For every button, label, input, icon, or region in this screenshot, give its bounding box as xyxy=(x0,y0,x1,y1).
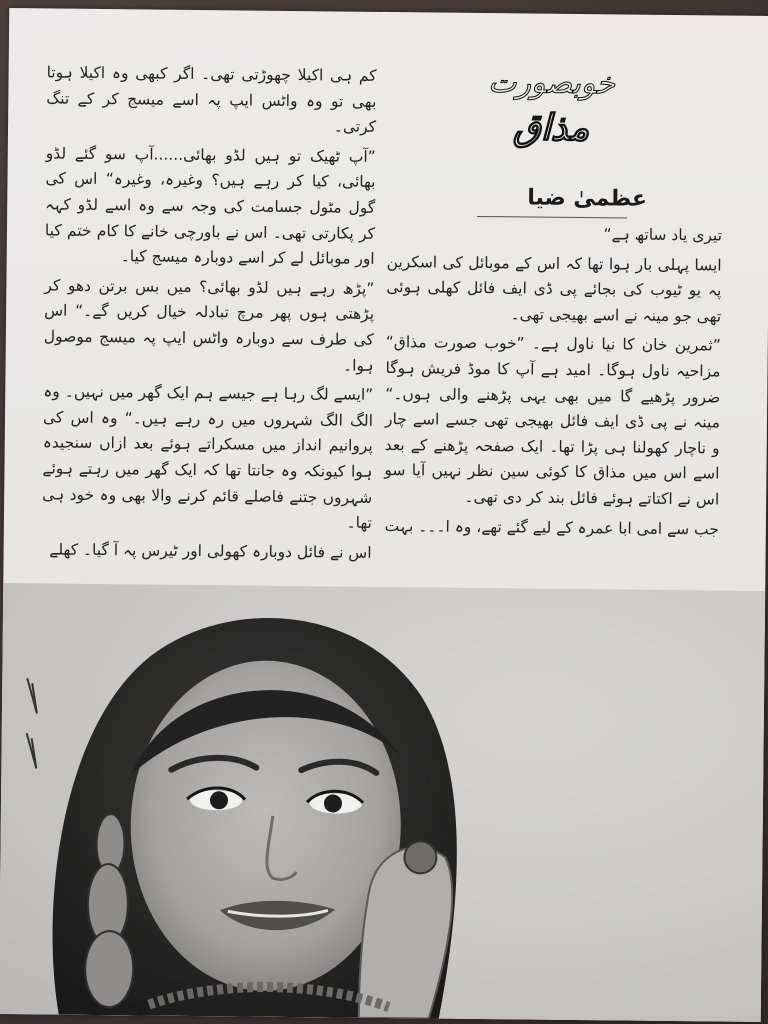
paragraph: ”ایسے لگ رہا ہے جیسے ہم ایک گھر میں نہیں۔ وہ الگ الگ شہروں میں رہ رہے ہیں۔“ وہ اس کی پروانیم انداز میں مسکراتے ہوئے بعد ازاں سنجیدہ ہوا کیونکہ وہ جانتا تھا کہ ایک گھر میں رہتے ہوئے شہروں جتنے فاصلے قائم کرنے والا بھی وہ خود ہی تھا۔ xyxy=(42,382,374,532)
title-line-2: مذاق xyxy=(512,106,590,150)
paragraph: اس نے فائل دوبارہ کھولی اور ٹیرس پہ آ گیا۔ کھلے xyxy=(49,540,372,562)
woman-portrait-image xyxy=(0,583,765,1022)
right-text-column xyxy=(384,220,722,547)
author-divider xyxy=(477,216,627,219)
title-line-1: خوبصورت xyxy=(488,65,616,102)
paragraph: جب سے امی ابا عمرہ کے لیے گئے تھے، وہ ا۔۔۔ بہت xyxy=(384,516,719,539)
paragraph: ”آپ ٹھیک تو ہیں لڈو بھائی......آپ سو گئے لڈو بھائی، کیا کر رہے ہیں؟ وغیرہ، وغیرہ“ اس کی گول مٹول جسامت کی وجہ سے وہ اسے لڈو کہہ کر پکارتی تھی۔ اس نے باورچی خانے کا کام ختم کیا اور موبائل لے کر اسے دوبارہ میسج کیا۔ xyxy=(44,144,376,269)
portrait-illustration xyxy=(0,583,765,1022)
author-name: عظمیٰ ضیا xyxy=(527,185,648,212)
text-area xyxy=(3,8,768,591)
paragraph: ”پڑھ رہے ہیں لڈو بھائی؟ میں بس برتن دھو کر پڑھتی ہوں پھر مرچ تبادلہ خیال کریں گے۔“ اس کی طرف سے دوبارہ واٹس ایپ پہ میسج موصول ہوا۔ xyxy=(43,276,375,375)
paragraph: ”ثمرین خان کا نیا ناول ہے۔ ”خوب صورت مذاق“ مزاحیہ ناول ہوگا۔ امید ہے آپ کا موڈ فریش ہوگا ضرور پڑھیے گا میں بھی یہی پڑھنے والی ہوں۔“ مینہ نے پی ڈی ایف فائل بھیجی تھی جسے اسے چار و ناچار کھولنا ہی پڑا تھا۔ ایک صفحہ پڑھنے کے بعد اسے اس میں مذاق کا کوئی سین نظر نہیں آیا سو اس نے اکتاتے ہوئے فائل بند کر دی تھی۔ xyxy=(384,333,721,509)
paragraph: تیری یاد ساتھ ہے“ xyxy=(603,225,723,245)
paragraph: ایسا پہلی بار ہوا تھا کہ اس کے موبائل کی اسکرین پہ یو ٹیوب کی بجائے پی ڈی ایف فائل کھلی ہوئی تھی جو مینہ نے اسے بھیجی تھی۔ xyxy=(386,252,722,326)
magazine-page xyxy=(0,8,768,1022)
left-text-column xyxy=(41,60,376,570)
paragraph: کم ہی اکیلا چھوڑتی تھی۔ اگر کبھی وہ اکیلا ہوتا بھی تو وہ واٹس ایپ پہ اسے میسج کر کے تنگ کرتی۔ xyxy=(46,63,377,137)
story-title xyxy=(476,63,627,175)
